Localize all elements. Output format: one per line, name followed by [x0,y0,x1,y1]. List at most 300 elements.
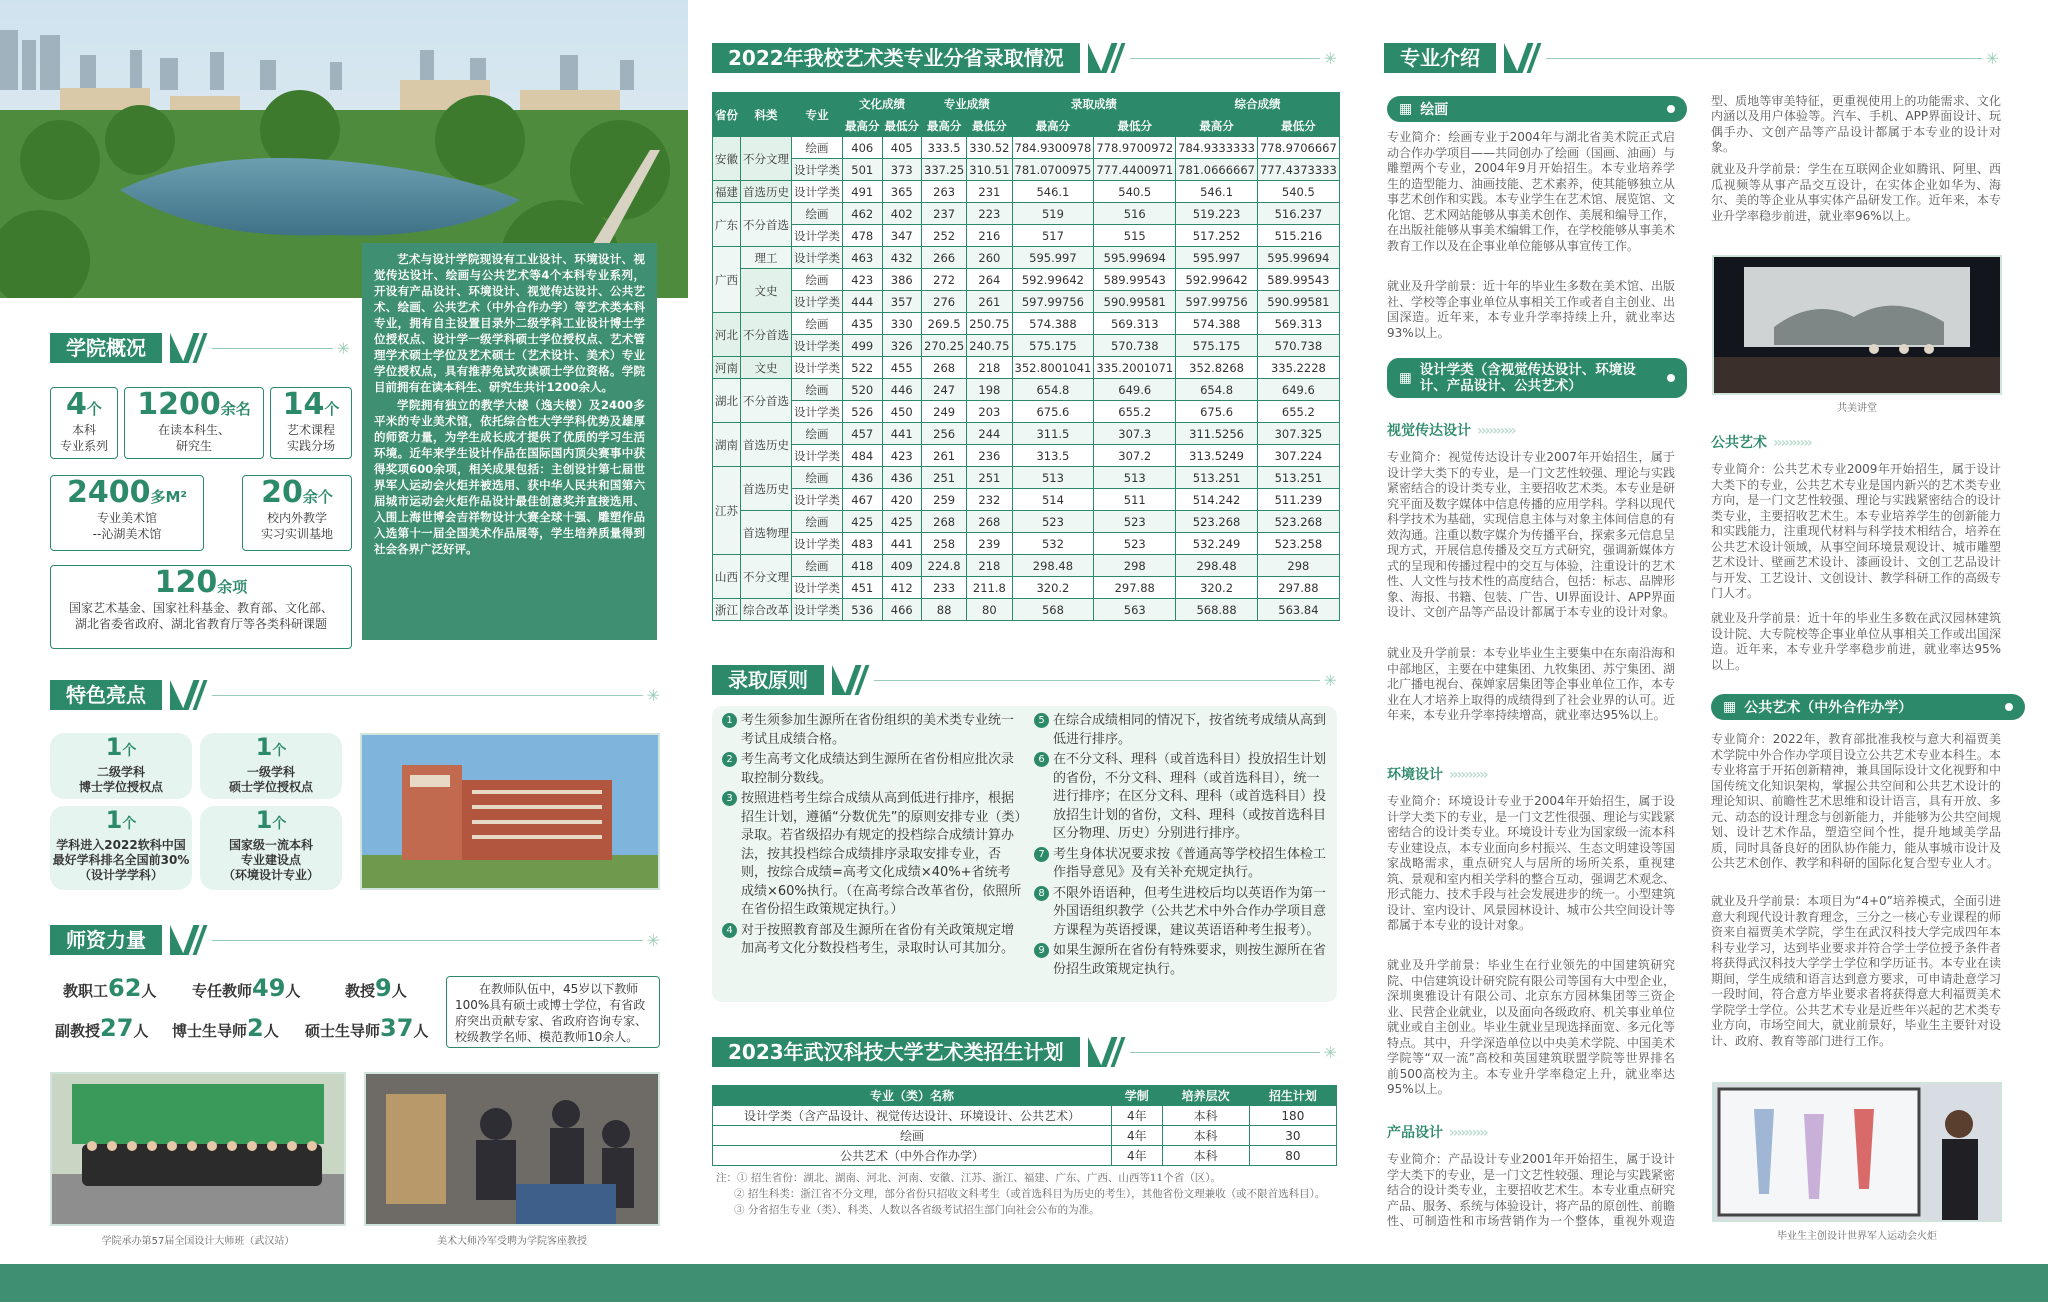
score-cell: 781.0700975 [1012,159,1094,181]
prod-heading [1387,1122,1487,1142]
rule-number: 6 [1034,752,1049,767]
score-cell: 649.6 [1094,379,1176,401]
score-cell: 781.0666667 [1176,159,1258,181]
score-cell: 386 [882,269,922,291]
score-cell: 352.8268 [1176,357,1258,379]
faculty-stat-staff [63,974,156,1002]
faculty-stat-staff-num: 62 [108,974,142,1002]
score-cell: 462 [843,203,883,225]
prod-career: 就业及升学前景：学生在互联网企业如腾讯、阿里、西瓜视频等从事产品交互设计，在实体企业如华为、海尔、美的等企业从事实体产品研发工作。近年来，本专业升学率稳步前进，就业率96%以上。 [1711,162,2001,223]
feature-first-class-text: 国家级一流本科 [228,838,313,852]
score-cell: 784.9300978 [1012,137,1094,159]
score-cell: 501 [843,159,883,181]
score-cell: 313.5249 [1176,445,1258,467]
pac-icon: ▦ [1723,699,1737,715]
score-cell: 592.99642 [1176,269,1258,291]
table-row [713,445,1340,467]
major-cell: 绘画 [792,511,843,533]
score-cell: 420 [882,489,922,511]
feature-phd-num: 1 [105,733,123,761]
score-cell: 252 [922,225,967,247]
major-cell: 设计学类 [792,599,843,621]
category-cell: 理工 [741,247,792,269]
score-cell: 251 [922,467,967,489]
major-cell: 设计学类 [792,291,843,313]
score-cell: 563 [1094,599,1176,621]
category-cell: 文史 [741,269,792,313]
rule-number: 4 [722,923,737,938]
stat-bases-label-2: 实习实训基地 [260,527,333,541]
score-cell: 244 [967,423,1012,445]
plan-cell: 设计学类（含产品设计、视觉传达设计、环境设计、公共艺术） [713,1106,1112,1126]
stat-practice-label: 艺术课程 [286,423,335,437]
stat-students-label-2: 研究生 [175,439,212,453]
major-cell: 设计学类 [792,247,843,269]
category-cell: 首选历史 [741,467,792,511]
stat-majors-num: 4 [66,387,87,422]
painting-career: 就业及升学前景：近十年的毕业生多数在美术馆、出版社、学校等企事业单位从事相关工作或者自主创业、出国深造。近年来，本专业升学率持续上升，就业率达93%以上。 [1387,279,1676,340]
admission-table [712,92,1340,621]
table-row [713,599,1340,621]
feature-first-class [200,806,342,890]
table-row [713,203,1340,225]
score-cell: 313.5 [1012,445,1094,467]
category-cell: 首选历史 [741,423,792,467]
rules-title: 录取原则 [712,665,824,695]
score-cell: 569.313 [1094,313,1176,335]
score-cell: 522 [843,357,883,379]
stat-majors-label: 本科 [71,423,96,437]
stat-practice-unit: 个 [324,400,340,418]
score-cell: 337.25 [922,159,967,181]
vcd-career: 就业及升学前景：本专业毕业生主要集中在东南沿海和中部地区，主要在中建集团、九牧集团、苏宁集团、湖北广播电视台、葆婵家居集团等企事业单位工作，本专业在人才培养上取得的成绩得到了社会业界的认可。近年来，本专业升学率持续增高，就业率达95%以上。 [1387,646,1676,722]
stat-practice [270,387,352,459]
rule-text: 考生高考文化成绩达到生源所在省份相应批次录取控制分数线。 [741,752,1015,786]
score-cell: 223 [967,203,1012,225]
major-cell: 设计学类 [792,357,843,379]
rule-number: 3 [722,791,737,806]
faculty-title: 师资力量 [50,925,162,955]
plan-notes [716,1170,1336,1218]
table-row [713,357,1340,379]
score-cell: 409 [882,555,922,577]
rule-text: 对于按照教育部及生源所在省份有关政策规定增加高考文化分数投档考生，录取时认可其加分。 [741,922,1015,956]
score-cell: 80 [967,599,1012,621]
table-row [713,291,1340,313]
score-cell: 441 [882,423,922,445]
score-cell: 269.5 [922,313,967,335]
plan-col-quota: 招生计划 [1249,1086,1336,1106]
score-cell: 406 [843,137,883,159]
rule-number: 5 [1034,713,1049,728]
score-cell: 297.88 [1257,577,1339,599]
feature-first-class-num: 1 [255,806,273,834]
plan-table [712,1085,1337,1166]
table-row [713,423,1340,445]
score-cell: 320.2 [1176,577,1258,599]
rule-text: 在综合成绩相同的情况下，按省统考成绩从高到低进行排序。 [1053,713,1327,747]
col-max: 最高分 [843,115,883,137]
stat-majors-unit: 个 [86,400,102,418]
feature-ranking-text: 学科进入2022软科中国 [56,838,186,852]
col-group-composite: 综合成绩 [1176,93,1340,115]
stat-students [124,387,264,459]
score-cell: 590.99581 [1094,291,1176,313]
province-cell: 湖南 [713,423,741,467]
score-cell: 570.738 [1094,335,1176,357]
plan-col-name: 专业（类）名称 [713,1086,1112,1106]
table-row [713,181,1340,203]
score-cell: 298.48 [1176,555,1258,577]
score-cell: 536 [843,599,883,621]
score-cell: 436 [882,467,922,489]
faculty-stat-master-unit: 人 [413,1022,429,1040]
section-title-plan: 2023年武汉科技大学艺术类招生计划 ✳ [712,1037,1337,1067]
plan-cell: 80 [1249,1146,1336,1166]
stat-majors-label-2: 专业系列 [59,439,108,453]
rule-text: 按照进档考生综合成绩从高到低进行排序，根据招生计划，遵循“分数优先”的原则安排专业（类）录取。若省级招办有规定的投档综合成绩计算办法，按其投档综合成绩排序录取安排专业，否则，按综合成绩=高考文化成绩×40%+省统考成绩×60%执行。（在高考综合改革省份，依照所在省份招生政策规定执行。） [741,791,1022,917]
score-cell: 675.6 [1176,401,1258,423]
vcd-heading [1387,420,1515,440]
stat-gallery-num: 2400 [67,475,151,510]
score-cell: 574.388 [1012,313,1094,335]
score-cell: 249 [922,401,967,423]
score-cell: 483 [843,533,883,555]
score-cell: 224.8 [922,555,967,577]
score-cell: 311.5256 [1176,423,1258,445]
plan-title: 2023年武汉科技大学艺术类招生计划 [712,1037,1080,1067]
score-cell: 423 [843,269,883,291]
pa-heading-text: 公共艺术 [1711,435,1767,451]
vcd-heading-text: 视觉传达设计 [1387,423,1471,439]
faculty-stat-professors-label: 教授 [345,982,376,1000]
feature-first-class-text-2: 专业建设点 [240,853,301,867]
score-cell: 491 [843,181,883,203]
rule-item [1034,751,1327,844]
features-title: 特色亮点 [50,680,162,710]
score-cell: 484 [843,445,883,467]
province-cell: 浙江 [713,599,741,621]
stat-gallery-unit: 多M² [150,488,187,506]
score-cell: 276 [922,291,967,313]
feature-ranking-num: 1 [105,806,123,834]
intro-paragraph-1: 艺术与设计学院现设有工业设计、环境设计、视觉传达设计、绘画与公共艺术等4个本科专业系列，开设有产品设计、环境设计、视觉传达设计、公共艺术、绘画、公共艺术（中外合作办学）等艺术类本科专业，拥有自主设置目录外二级学科工业设计博士学位授权点、设计学一级学科硕士学位授权点、艺术管理学术硕士学位及艺术硕士（艺术设计、美术）专业学位授权点，具有推荐免试攻读硕士学位资格。学院目前拥有在读本科生、研究生共计1200余人。 [374,252,645,394]
stat-students-label: 在读本科生、 [157,423,230,437]
table-row [713,269,1340,291]
score-cell: 514 [1012,489,1094,511]
score-cell: 405 [882,137,922,159]
rule-text: 考生须参加生源所在省份组织的美术类专业统一考试且成绩合格。 [741,713,1015,747]
score-cell: 589.99543 [1094,269,1176,291]
score-cell: 203 [967,401,1012,423]
province-cell: 山西 [713,555,741,599]
col-min: 最低分 [967,115,1012,137]
score-cell: 216 [967,225,1012,247]
category-cell: 文史 [741,357,792,379]
lecture-caption: 共美讲堂 [1837,403,1877,414]
score-cell: 568.88 [1176,599,1258,621]
feature-phd-unit: 个 [122,743,137,759]
score-cell: 523.268 [1176,511,1258,533]
score-cell: 272 [922,269,967,291]
major-cell: 设计学类 [792,401,843,423]
col-group-professional: 专业成绩 [922,93,1013,115]
admission-table-wrap [712,92,1337,621]
major-cell: 设计学类 [792,577,843,599]
province-cell: 江苏 [713,467,741,555]
score-cell: 784.9333333 [1176,137,1258,159]
score-cell: 268 [922,357,967,379]
col-province: 省份 [713,93,741,137]
faculty-stat-master-supervisors [305,1014,428,1042]
score-cell: 310.51 [967,159,1012,181]
score-cell: 451 [843,577,883,599]
score-cell: 333.5 [922,137,967,159]
feature-phd-text: 二级学科 [96,765,145,779]
intro-box [362,243,657,640]
stat-gallery-label: 专业美术馆 [96,511,157,525]
score-cell: 595.99694 [1094,247,1176,269]
score-cell: 231 [967,181,1012,203]
table-row [713,511,1340,533]
category-cell: 综合改革 [741,599,792,621]
table-row [713,467,1340,489]
province-cell: 广东 [713,203,741,247]
score-cell: 523 [1094,533,1176,555]
score-cell: 569.313 [1257,313,1339,335]
score-cell: 335.2001071 [1094,357,1176,379]
score-cell: 233 [922,577,967,599]
score-cell: 463 [843,247,883,269]
score-cell: 330.52 [967,137,1012,159]
category-cell: 不分首选 [741,313,792,357]
score-cell: 520 [843,379,883,401]
faculty-stat-assoc [55,1014,148,1042]
score-cell: 457 [843,423,883,445]
major-cell: 设计学类 [792,159,843,181]
guest-professor-photo [364,1072,660,1226]
faculty-stat-teachers-unit: 人 [285,982,301,1000]
admission-title: 2022年我校艺术类专业分省录取情况 [712,43,1080,73]
score-cell: 450 [882,401,922,423]
score-cell: 240.75 [967,335,1012,357]
section-title-rules: 录取原则 ✳ [712,665,1337,695]
score-cell: 352.8001041 [1012,357,1094,379]
score-cell: 423 [882,445,922,467]
section-title-overview: 学院概况 ✳ [50,333,350,363]
score-cell: 597.99756 [1012,291,1094,313]
stat-projects-unit: 余项 [217,578,248,596]
score-cell: 402 [882,203,922,225]
plan-cell: 绘画 [713,1126,1112,1146]
stat-bases-unit: 余个 [302,488,333,506]
rule-text: 在不分文科、理科（或首选科目）投放招生计划的省份，不分文科、理科（或首选科目），统一进行排序；在区分文科、理科（或首选科目）投放招生计划的省份，文科、理科（或按首选科目区分物理、历史）分别进行排序。 [1053,752,1327,841]
table-row [713,159,1340,181]
score-cell: 436 [843,467,883,489]
faculty-stat-assoc-num: 27 [100,1014,134,1042]
table-row [713,313,1340,335]
col-max: 最高分 [922,115,967,137]
score-cell: 467 [843,489,883,511]
score-cell: 250.75 [967,313,1012,335]
score-cell: 595.99694 [1257,247,1339,269]
score-cell: 330 [882,313,922,335]
faculty-stat-professors-num: 9 [375,974,392,1002]
province-cell: 河南 [713,357,741,379]
feature-ranking-text-3: （设计学学科） [78,868,163,882]
torch-caption: 毕业生主创设计世界军人运动会火炬 [1777,1231,1937,1242]
score-cell: 88 [922,599,967,621]
painting-heading [1387,96,1687,122]
pa-heading [1711,432,1811,452]
faculty-stat-professors [345,974,407,1002]
rule-item [722,790,1022,920]
score-cell: 540.5 [1257,181,1339,203]
major-cell: 设计学类 [792,489,843,511]
faculty-stat-phd-unit: 人 [263,1022,279,1040]
score-cell: 268 [922,511,967,533]
col-min: 最低分 [1094,115,1176,137]
rule-text: 不限外语语种，但考生进校后均以英语作为第一外国语组织教学（公共艺术中外合作办学项目意方课程为英语授课，建议英语语种考生报考）。 [1053,885,1327,938]
painting-icon: ▦ [1399,101,1413,117]
section-title-faculty: 师资力量 ✳ [50,925,660,955]
major-cell: 绘画 [792,269,843,291]
score-cell: 511.239 [1257,489,1339,511]
rule-item [1034,712,1327,749]
rule-item [722,751,1022,788]
score-cell: 532.249 [1176,533,1258,555]
major-cell: 设计学类 [792,533,843,555]
score-cell: 517 [1012,225,1094,247]
province-cell: 广西 [713,247,741,313]
plan-note-2: ② 招生科类：浙江省不分文理，部分省份只招收文科考生（或首选科目为历史的考生），其他省份文理兼收（或不限首选科目）。 [734,1188,1326,1200]
major-cell: 设计学类 [792,335,843,357]
faculty-stat-assoc-label: 副教授 [55,1022,101,1040]
score-cell: 546.1 [1176,181,1258,203]
faculty-stat-teachers-num: 49 [252,974,286,1002]
score-cell: 211.8 [967,577,1012,599]
score-cell: 516 [1094,203,1176,225]
score-cell: 261 [922,445,967,467]
score-cell: 532 [1012,533,1094,555]
score-cell: 260 [967,247,1012,269]
score-cell: 595.997 [1176,247,1258,269]
faculty-stat-master-label: 硕士生导师 [305,1022,381,1040]
plan-cell: 4年 [1112,1126,1163,1146]
score-cell: 218 [967,555,1012,577]
plan-cell: 本科 [1162,1126,1249,1146]
score-cell: 589.99543 [1257,269,1339,291]
faculty-stat-phd-label: 博士生导师 [172,1022,248,1040]
score-cell: 365 [882,181,922,203]
stat-projects-label-2: 湖北省委省政府、湖北省教育厅等各类科研课题 [74,617,327,631]
score-cell: 523.268 [1257,511,1339,533]
majors-title: 专业介绍 [1384,43,1496,73]
faculty-stat-phd-supervisors [172,1014,279,1042]
faculty-stat-assoc-unit: 人 [133,1022,149,1040]
score-cell: 592.99642 [1012,269,1094,291]
table-row [713,401,1340,423]
faculty-stat-master-num: 37 [380,1014,414,1042]
score-cell: 575.175 [1176,335,1258,357]
major-cell: 设计学类 [792,225,843,247]
col-max: 最高分 [1012,115,1094,137]
score-cell: 326 [882,335,922,357]
score-cell: 320.2 [1012,577,1094,599]
overview-title: 学院概况 [50,333,162,363]
score-cell: 298 [1094,555,1176,577]
category-cell: 不分文理 [741,555,792,599]
pac-career: 就业及升学前景：本项目为“4+0”培养模式，全面引进意大利现代设计教育理念，三分之一核心专业课程的师资来自福贾美术学院，学生在武汉科技大学完成四年本科专业学习，达到毕业要求并符合学士学位授予条件者将获得武汉科技大学学士学位和学历证书。本专业在读期间，学生成绩和语言达到意方要求，可申请赴意学习一段时间，符合意方毕业要求者将获得意大利福贾美术学院学士学位。公共艺术专业是近些年兴起的艺术类专业方向，市场空间大，就业前景好，毕业生主要针对设计、政府、教育等部门进行工作。 [1711,894,2001,1048]
stat-projects [50,565,352,649]
rules-col-right [1034,712,1327,981]
major-cell: 绘画 [792,423,843,445]
score-cell: 418 [843,555,883,577]
major-cell: 绘画 [792,137,843,159]
col-group-culture: 文化成绩 [843,93,922,115]
feature-first-class-text-3: （环境设计专业） [222,868,319,882]
score-cell: 373 [882,159,922,181]
plan-table-wrap [712,1085,1337,1166]
rule-item [1034,846,1327,883]
plan-cell: 4年 [1112,1146,1163,1166]
col-major: 专业 [792,93,843,137]
col-min: 最低分 [882,115,922,137]
score-cell: 575.175 [1012,335,1094,357]
rule-item [722,712,1022,749]
score-cell: 412 [882,577,922,599]
province-cell: 福建 [713,181,741,203]
rule-item [722,922,1022,959]
score-cell: 347 [882,225,922,247]
feature-ranking [50,806,192,890]
table-row [713,489,1340,511]
plan-cell: 180 [1249,1106,1336,1126]
stat-students-unit: 余名 [220,400,251,418]
table-row [713,1106,1337,1126]
score-cell: 307.325 [1257,423,1339,445]
province-cell: 安徽 [713,137,741,181]
score-cell: 515.216 [1257,225,1339,247]
pac-heading [1711,694,2025,720]
score-cell: 247 [922,379,967,401]
score-cell: 446 [882,379,922,401]
feature-phd [50,733,192,799]
table-row [713,555,1340,577]
score-cell: 298 [1257,555,1339,577]
rule-item [1034,885,1327,941]
score-cell: 261 [967,291,1012,313]
guest-professor-caption: 美术大师冷军受聘为学院客座教授 [437,1236,587,1247]
score-cell: 237 [922,203,967,225]
rule-text: 考生身体状况要求按《普通高等学校招生体检工作指导意见》及有关补充规定执行。 [1053,846,1327,880]
stat-projects-num: 120 [154,565,218,600]
major-cell: 设计学类 [792,181,843,203]
score-cell: 307.2 [1094,445,1176,467]
chevrons-icon: ›››››››››› [1773,435,1811,451]
torch-design-photo [1712,1082,2002,1222]
stat-majors [50,387,118,459]
pac-heading-text: 公共艺术（中外合作办学） [1744,700,1913,716]
table-row [713,379,1340,401]
pac-intro: 专业简介：2022年，教育部批准我校与意大利福贾美术学院中外合作办学项目设立公共艺术专业本科生。本专业将富于开拓创新精神，兼具国际设计文化视野和中国传统文化知识架构，掌握公共空间和公共艺术设计的理论知识、前瞻性艺术思维和设计语言，具有开放、多元、动态的设计理念与创新能力，并能够为公共空间规划、设计艺术作品，塑造空间个性，提升地域美学品质，同时具备良好的团队协作能力，能从事城市设计及公共艺术创作、教学和科研的国际化复合型专业人才。 [1711,732,2001,870]
score-cell: 455 [882,357,922,379]
section-title-admission: 2022年我校艺术类专业分省录取情况 ✳ [712,43,1337,73]
score-cell: 517.252 [1176,225,1258,247]
plan-cell: 本科 [1162,1146,1249,1166]
masterclass-caption: 学院承办第57届全国设计大师班（武汉站） [101,1236,295,1247]
col-max: 最高分 [1176,115,1258,137]
